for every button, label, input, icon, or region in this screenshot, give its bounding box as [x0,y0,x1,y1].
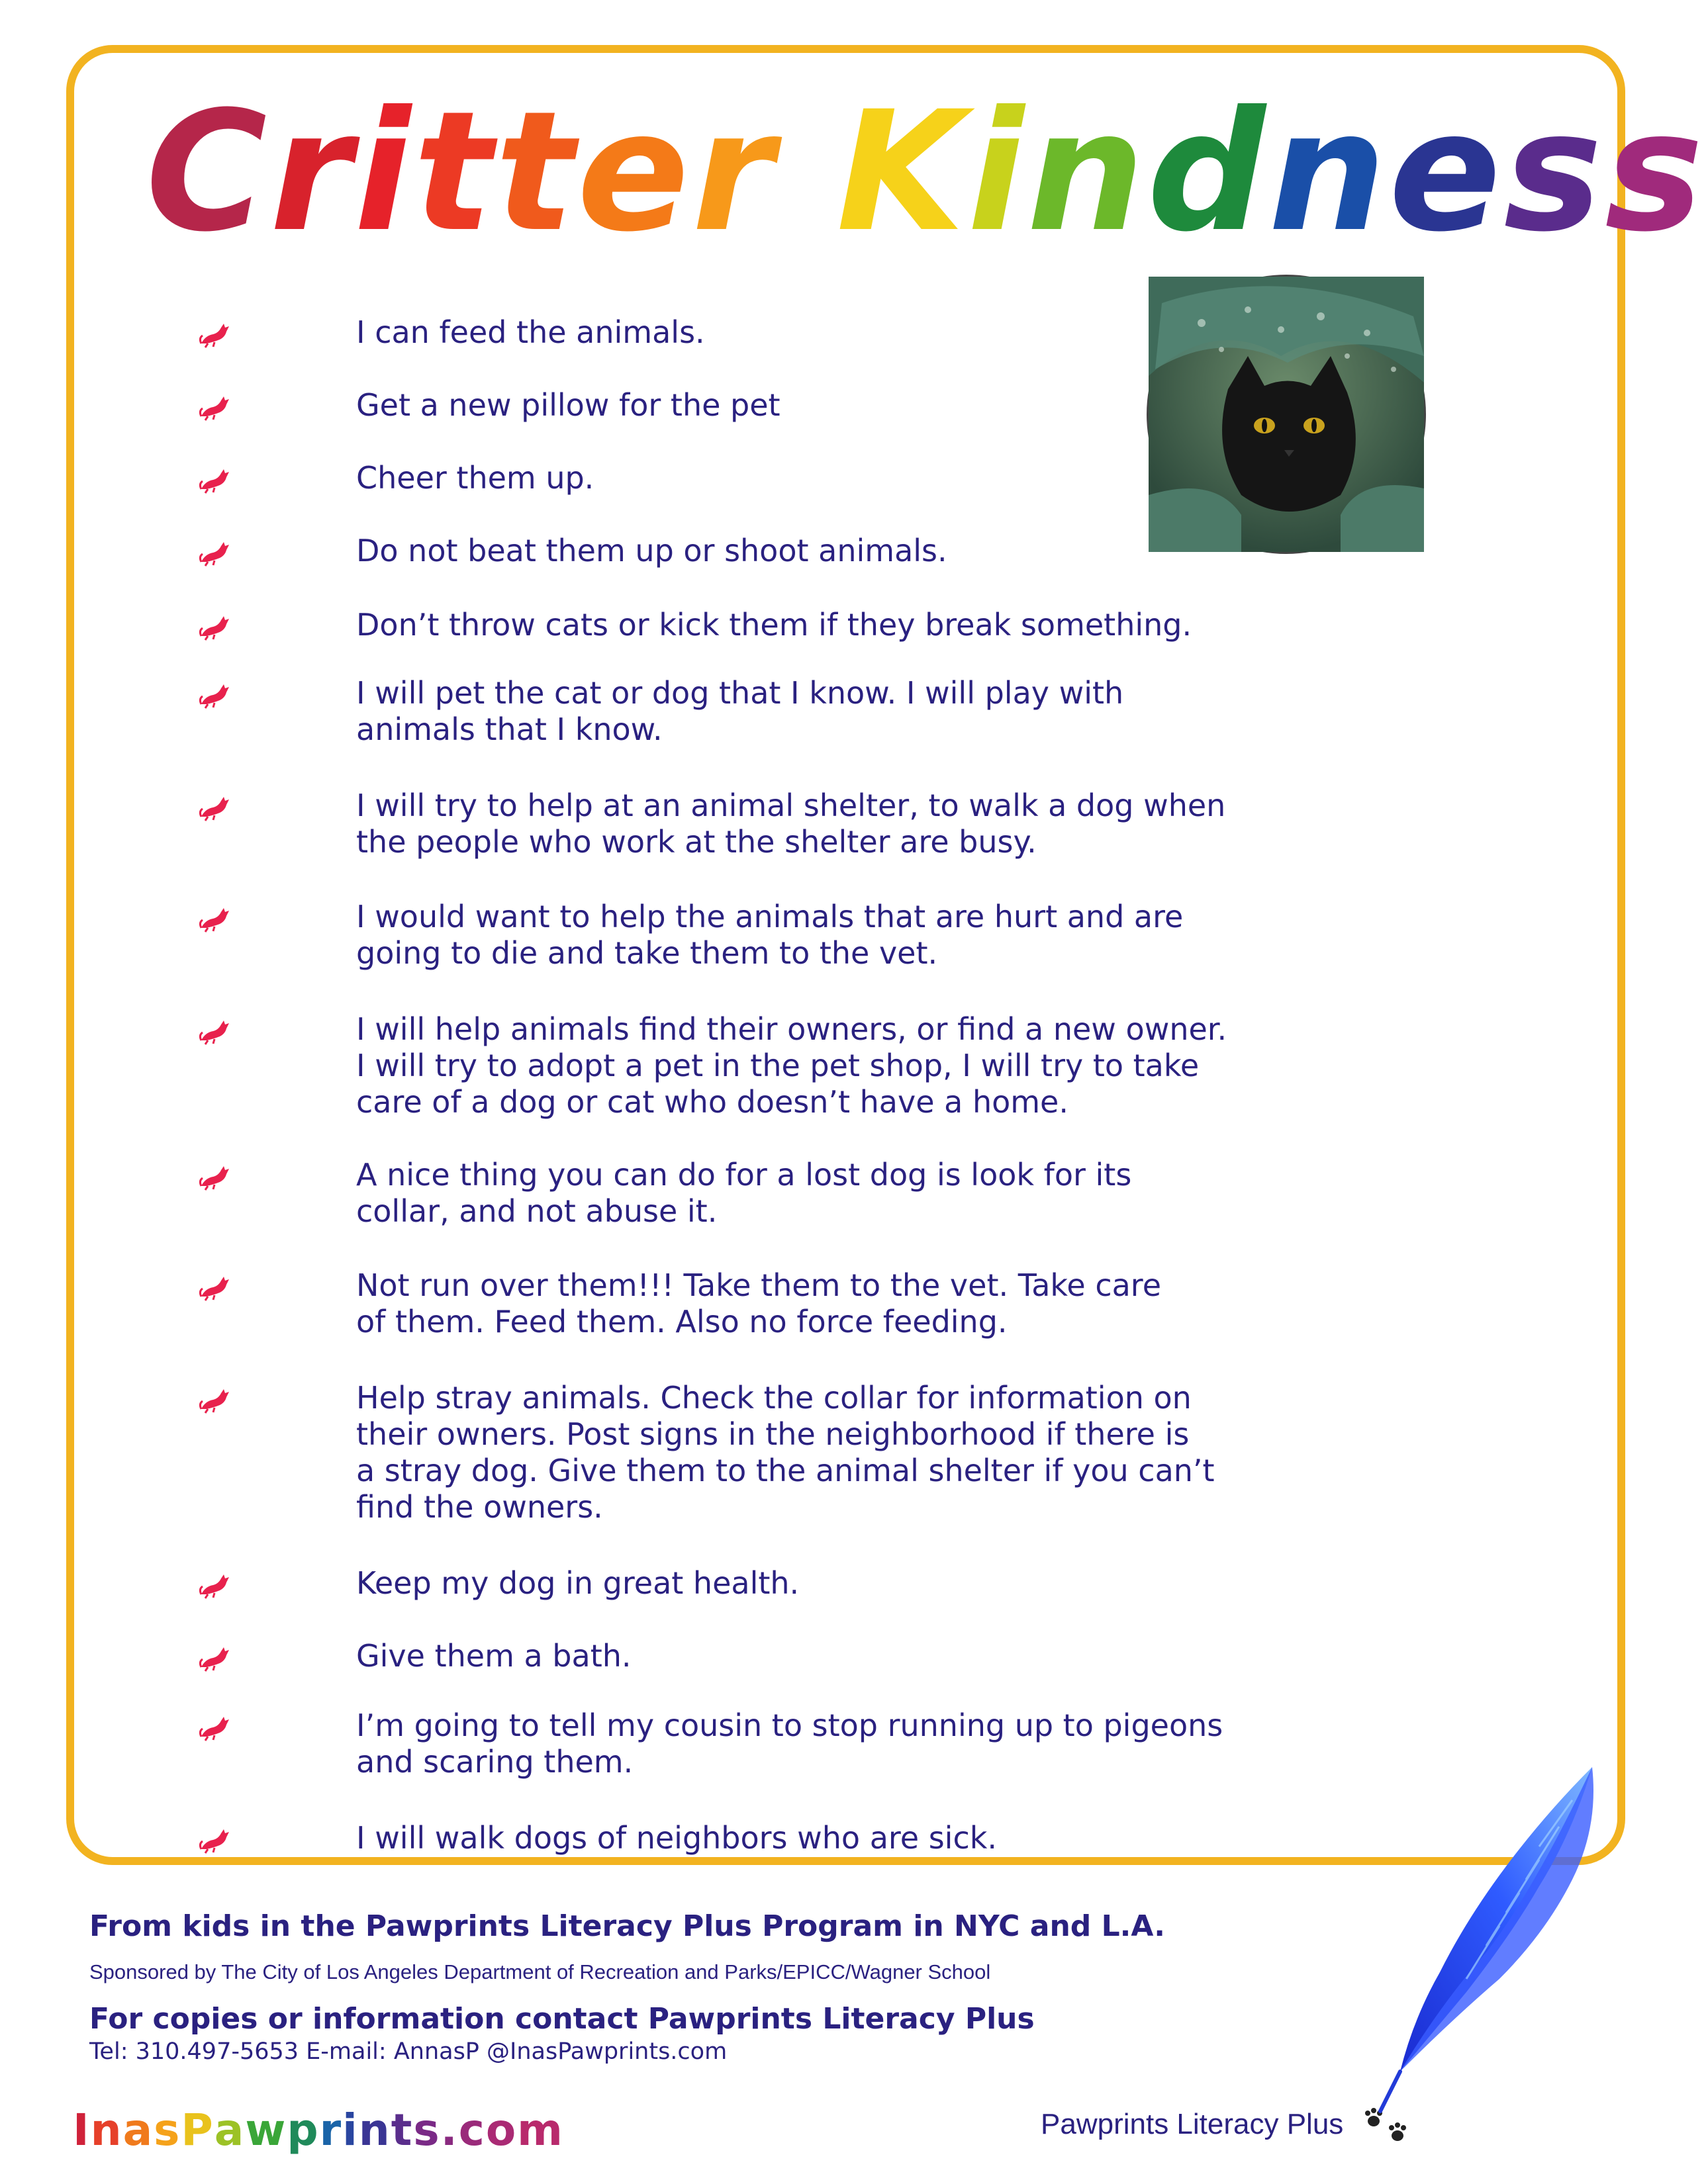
list-item-text: Don’t throw cats or kick them if they break something. [356,607,1192,643]
website-letter: n [90,2105,123,2156]
critter-bullet-icon [199,905,230,932]
title-letter: n [1268,75,1389,268]
critter-bullet-icon [199,1645,230,1671]
list-item-text: I will try to help at an animal shelter, to walk a dog when the people who work at the shelter are busy. [356,788,1226,860]
title-letter: d [1147,75,1268,268]
contact-line: For copies or information contact Pawprints Literacy Plus [89,2002,1035,2036]
website-letter: r [319,2105,343,2156]
critter-bullet-icon [199,394,230,420]
list-item-text: I will help animals find their owners, or find a new owner. I will try to adopt a pet in the pet shop, I will try to take care of a dog or cat who doesn’t have a home. [356,1011,1227,1120]
list-item [356,460,1349,496]
title-letter: s [1605,75,1706,268]
title-letter: t [413,75,495,268]
website-letter: a [122,2105,154,2156]
website-letter: m [517,2105,564,2156]
website-letter: i [342,2105,359,2156]
critter-bullet-icon [199,794,230,821]
title-letter: t [495,75,577,268]
sponsor-line: Sponsored by The City of Los Angeles Department of Recreation and Parks/EPICC/Wagner School [89,1960,991,1983]
website-letter: w [245,2105,287,2156]
list-item [356,387,1349,424]
website-letter: P [181,2105,214,2156]
critter-bullet-icon [199,1018,230,1044]
list-item [356,675,1349,748]
critter-bullet-icon [199,1827,230,1853]
list-item [356,1267,1349,1340]
list-item [356,1707,1349,1780]
title-letter: s [1503,75,1605,268]
list-item [356,1820,1349,1856]
website-letter: t [391,2105,414,2156]
website-letter: a [214,2105,246,2156]
title-letter [776,73,836,271]
title-letter: r [692,75,777,268]
from-kids-line: From kids in the Pawprints Literacy Plus Program in NYC and L.A. [89,1909,1165,1943]
list-item [356,1011,1349,1120]
list-item [356,1565,1349,1602]
list-item [356,533,1349,569]
list-item-text: Get a new pillow for the pet [356,387,781,423]
list-item-text: Do not beat them up or shoot animals. [356,533,947,569]
list-item [356,788,1349,860]
list-item-text: I will walk dogs of neighbors who are sick. [356,1820,997,1856]
page-title [146,73,1706,271]
title-letter: e [577,75,692,268]
critter-bullet-icon [199,682,230,708]
list-item-text: Keep my dog in great health. [356,1565,800,1601]
list-item-text: I’m going to tell my cousin to stop running up to pigeons and scaring them. [356,1707,1223,1780]
title-letter: i [967,75,1027,268]
website-letter: o [485,2105,518,2156]
critter-bullet-icon [199,1163,230,1190]
tel-email-line: Tel: 310.497-5653 E-mail: AnnasP @InasPawprints.com [89,2038,728,2065]
list-item-text: I can feed the animals. [356,314,705,350]
list-item [356,607,1349,643]
title-letter: K [836,75,968,268]
critter-bullet-icon [199,1387,230,1413]
list-item-text: I would want to help the animals that are hurt and are going to die and take them to the vet. [356,899,1184,971]
critter-bullet-icon [199,539,230,566]
list-item [356,899,1349,972]
website-letter: s [413,2105,441,2156]
list-item-text: Cheer them up. [356,460,594,496]
list-item [356,1157,1349,1230]
brand-name: Pawprints Literacy Plus [1041,2108,1344,2140]
website-letter: . [440,2105,459,2156]
blue-feather-icon [1374,1754,1625,2124]
critter-bullet-icon [199,467,230,493]
website-logo [73,2105,564,2156]
title-letter: i [354,75,414,268]
title-letter: e [1388,75,1504,268]
website-letter: c [458,2105,486,2156]
list-item-text: Give them a bath. [356,1638,632,1674]
website-letter: n [358,2105,391,2156]
list-item [356,314,1349,351]
list-item-text: I will pet the cat or dog that I know. I will play with animals that I know. [356,675,1124,747]
critter-bullet-icon [199,1274,230,1300]
list-item-text: A nice thing you can do for a lost dog is look for its collar, and not abuse it. [356,1157,1132,1229]
list-item [356,1380,1349,1525]
list-item-text: Not run over them!!! Take them to the vet. Take care of them. Feed them. Also no force feeding. [356,1267,1162,1340]
website-letter: s [154,2105,181,2156]
critter-bullet-icon [199,1572,230,1598]
critter-bullet-icon [199,321,230,347]
list-item [356,1638,1349,1674]
list-item-text: Help stray animals. Check the collar for information on their owners. Post signs in the neighborhood if there is a stray dog. Give them to the animal shelter if you can’t find the owners. [356,1380,1215,1525]
title-letter: n [1026,75,1147,268]
title-letter: r [269,75,354,268]
critter-bullet-icon [199,614,230,640]
website-letter: I [73,2105,91,2156]
title-letter: C [146,75,270,268]
critter-bullet-icon [199,1714,230,1741]
website-letter: p [287,2105,320,2156]
